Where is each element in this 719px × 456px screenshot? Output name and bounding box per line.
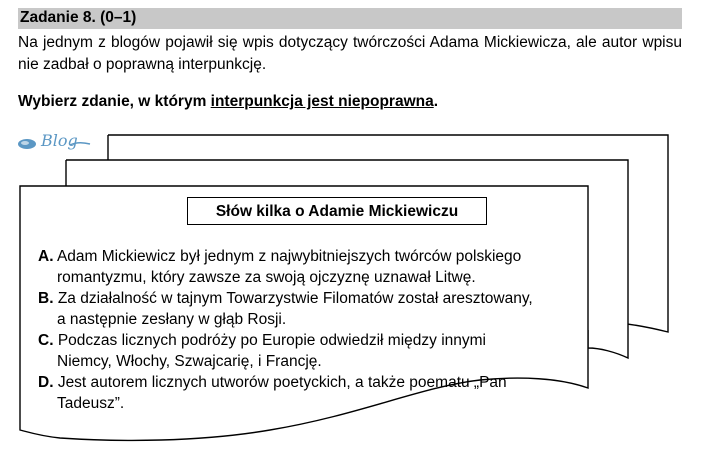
- task-instruction-end: .: [433, 93, 439, 110]
- option-d-line1: Jest autorem licznych utworów poetyckich, a także poematu „Pan: [57, 374, 507, 391]
- option-b-line2: a następnie zesłany w głąb Rosji.: [57, 311, 287, 328]
- option-a-label: A.: [38, 248, 54, 265]
- option-d[interactable]: [38, 372, 583, 414]
- option-d-label: D.: [38, 374, 54, 391]
- task-instruction-emphasis: interpunkcja jest niepoprawna: [210, 93, 434, 110]
- option-c-line1: Podczas licznych podróży po Europie odwiedził między innymi: [57, 332, 486, 349]
- option-b[interactable]: [38, 288, 583, 330]
- option-d-line2: Tadeusz”.: [57, 395, 125, 412]
- option-b-line1: Za działalność w tajnym Towarzystwie Filomatów został aresztowany,: [57, 290, 533, 307]
- task-title: Zadanie 8. (0–1): [20, 9, 137, 26]
- option-c-label: C.: [38, 332, 54, 349]
- option-a-line2: romantyzmu, który zawsze za swoją ojczyznę uznawał Litwę.: [57, 269, 476, 286]
- blog-label: Blog: [41, 131, 78, 150]
- option-c[interactable]: [38, 330, 583, 372]
- option-b-label: B.: [38, 290, 54, 307]
- task-instruction-start: Wybierz zdanie, w którym: [18, 93, 211, 110]
- answer-options: [38, 246, 583, 414]
- blog-post-title: Słów kilka o Adamie Mickiewiczu: [187, 197, 487, 225]
- option-c-line2: Niemcy, Włochy, Szwajcarię, i Francję.: [57, 353, 322, 370]
- option-a-line1: Adam Mickiewicz był jednym z najwybitniejszych twórców polskiego: [56, 248, 522, 265]
- option-a[interactable]: [38, 246, 583, 288]
- intro-text: Na jednym z blogów pojawił się wpis dotyczący twórczości Adama Mickiewicza, ale autor wpisu nie zadbał o poprawną interpunkcję.: [18, 34, 682, 73]
